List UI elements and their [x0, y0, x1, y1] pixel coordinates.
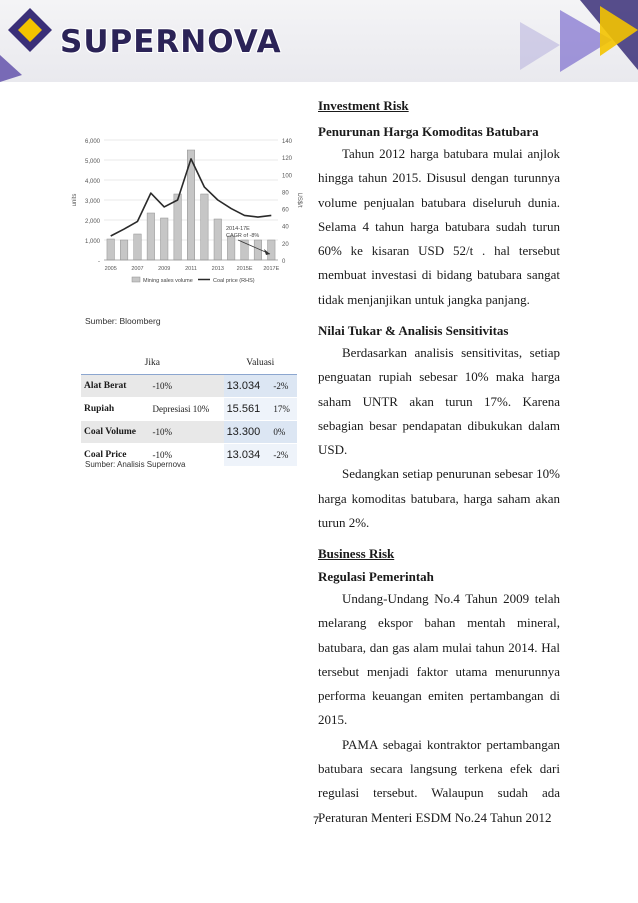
paragraph-exchange-rate [318, 341, 560, 535]
paragraph-text: PAMA sebagai kontraktor pertambangan batubara secara langsung terkena efek dari regulasi tersebut. Walaupun sudah ada Peraturan Menteri ESDM No.24 Tahun 2012 [318, 736, 560, 825]
paragraph-text: Sedangkan setiap penurunan sebesar 10% harga komoditas batubara, harga saham akan turun 2%. [318, 466, 560, 531]
bar-mining-volume [201, 194, 208, 260]
y-tick-label: 5,000 [84, 159, 100, 165]
paragraph-text: Tahun 2012 harga batubara mulai anjlok hingga tahun 2015. Disusul dengan turunnya volume penjualan batubara diseluruh dunia. Selama 4 tahun harga batubara sudah turun 60% ke kisaran USD 52/t . hal tersebut membuat investasi di bidang batubara sangat tidak menjanjikan untuk jangka panjang. [318, 146, 560, 307]
y-tick-label: 1,000 [84, 239, 100, 245]
bar-mining-volume [214, 219, 221, 260]
section-title-investment-risk: Investment Risk [318, 98, 409, 113]
bar-mining-volume [227, 236, 234, 260]
table-row [81, 421, 297, 444]
x-tick-label: 2005 [104, 266, 117, 272]
legend-label: Mining sales volume [143, 278, 193, 284]
paragraph-text: Undang-Undang No.4 Tahun 2009 telah melarang ekspor bahan mentah mineral, batubara, dan gas alam mulai tahun 2014. Hal tersebut menjadi faktor utama menurunnya performa keuangan emiten pertambangan di 2015. [318, 591, 560, 728]
row-shock: -10% [149, 375, 223, 398]
y-tick-label: 2,000 [84, 219, 100, 225]
y2-tick-label: 40 [282, 224, 289, 231]
y2-tick-label: 20 [282, 241, 289, 248]
y2-tick-label: 0 [282, 259, 286, 265]
bar-mining-volume [120, 240, 127, 260]
row-label: Alat Berat [81, 375, 149, 398]
y2-tick-label: 140 [282, 139, 293, 145]
table-row [81, 398, 297, 421]
coal-chart [66, 130, 306, 310]
row-shock: -10% [149, 421, 223, 444]
row-change: 0% [270, 421, 297, 444]
bar-mining-volume [268, 240, 275, 260]
section-title-business-risk: Business Risk [318, 546, 395, 561]
paragraph-regulation [318, 587, 560, 830]
row-value: 15.561 [224, 398, 271, 421]
legend-swatch-volume [132, 277, 140, 282]
bar-mining-volume [134, 234, 141, 260]
table-header-valuasi: Valuasi [224, 352, 297, 375]
row-label: Coal Price [81, 444, 149, 467]
row-value: 13.034 [224, 375, 271, 398]
row-shock: Depresiasi 10% [149, 398, 223, 421]
subheading-coal-price: Penurunan Harga Komoditas Batubara [318, 124, 539, 139]
subheading-exchange-rate: Nilai Tukar & Analisis Sensitivitas [318, 323, 509, 338]
annotation-label: 2014-17E [226, 226, 250, 232]
row-label: Rupiah [81, 398, 149, 421]
row-shock: -10% [149, 444, 223, 467]
row-change: 17% [270, 398, 297, 421]
paragraph-coal-price [318, 142, 560, 312]
paragraph-text: Berdasarkan analisis sensitivitas, setiap penguatan rupiah sebesar 10% maka harga saham UNTR akan turun 17%. Karena sebagian besar pendapatan dibukukan dalam USD. [318, 345, 560, 458]
y-tick-label: - [98, 259, 100, 265]
bar-mining-volume [107, 239, 114, 260]
bar-mining-volume [147, 213, 154, 260]
y-tick-label: 3,000 [84, 199, 100, 205]
y2-tick-label: 100 [282, 173, 293, 180]
row-change: -2% [270, 444, 297, 467]
table-source: Sumber: Analisis Supernova [85, 460, 186, 469]
y2-tick-label: 120 [282, 156, 293, 163]
row-value: 13.034 [224, 444, 271, 467]
subheading-regulation: Regulasi Pemerintah [318, 569, 434, 584]
y2-axis-label: US$/t [296, 192, 302, 208]
sensitivity-table [81, 352, 297, 467]
x-tick-label: 2011 [185, 266, 197, 272]
bar-mining-volume [160, 218, 167, 260]
page-number: 7 [313, 815, 320, 827]
row-label: Coal Volume [81, 421, 149, 444]
bar-mining-volume [174, 194, 181, 260]
row-value: 13.300 [224, 421, 271, 444]
x-tick-label: 2009 [158, 266, 171, 272]
y2-tick-label: 80 [282, 190, 289, 197]
y-tick-label: 4,000 [84, 179, 100, 185]
y2-tick-label: 60 [282, 207, 289, 214]
chart-source: Sumber: Bloomberg [85, 316, 161, 326]
y-tick-label: 6,000 [84, 139, 100, 145]
table-row [81, 375, 297, 398]
coal-chart-svg [66, 130, 306, 310]
x-tick-label: 2017E [263, 266, 280, 272]
brand-title: SUPERNOVA [60, 24, 282, 60]
y-axis-label: units [72, 193, 78, 207]
annotation-label: CAGR of -8% [226, 233, 260, 239]
header-banner [0, 0, 638, 82]
x-tick-label: 2007 [131, 266, 144, 272]
legend-label: Coal price (RHS) [213, 278, 255, 284]
table-header-jika: Jika [81, 352, 224, 375]
row-change: -2% [270, 375, 297, 398]
x-tick-label: 2015E [236, 266, 253, 272]
x-tick-label: 2013 [211, 266, 224, 272]
